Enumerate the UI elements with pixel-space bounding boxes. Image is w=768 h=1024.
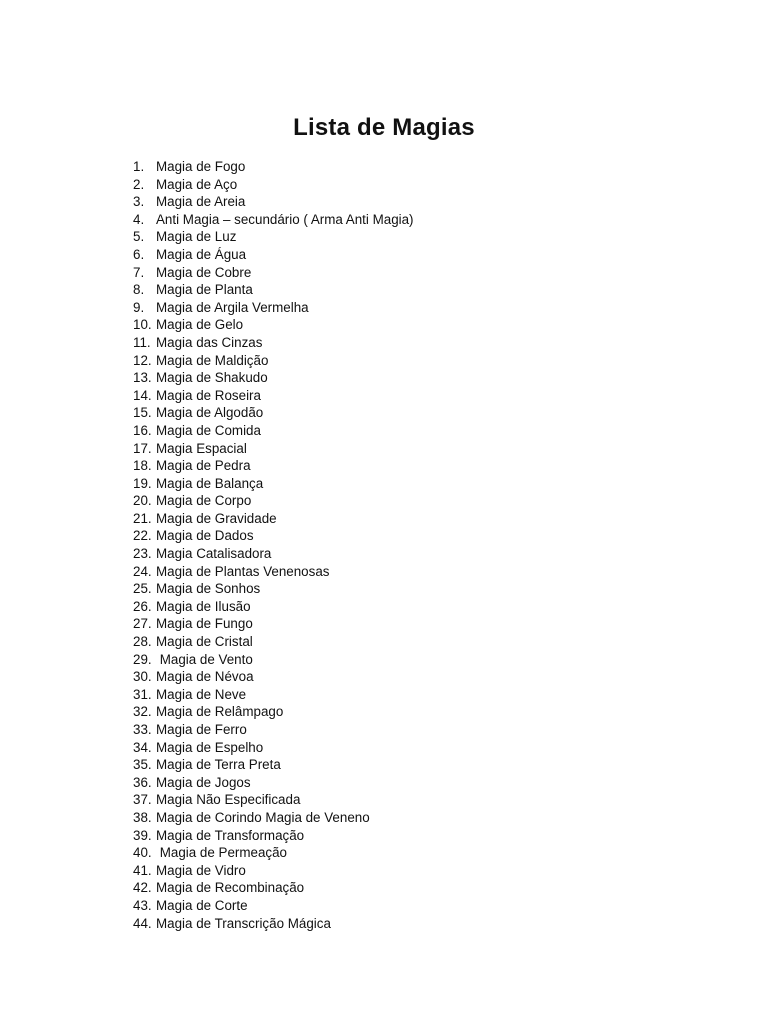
list-item-number: 16. [133, 422, 152, 438]
list-item-number: 6. [133, 246, 145, 262]
list-item-text: Magia de Algodão [156, 405, 264, 421]
list-item-number: 28. [133, 634, 152, 650]
list-item-text: Magia de Fungo [156, 616, 253, 632]
list-item [133, 440, 414, 458]
list-item-text: Magia de Dados [156, 528, 254, 544]
list-item [133, 791, 414, 809]
list-item-number: 11. [133, 334, 151, 350]
list-item-number: 37. [133, 792, 152, 808]
list-item [133, 422, 414, 440]
list-item [133, 686, 414, 704]
list-item [133, 668, 414, 686]
list-item-number: 32. [133, 704, 152, 720]
list-item [133, 862, 414, 880]
list-item-number: 23. [133, 546, 152, 562]
list-item [133, 897, 414, 915]
list-item [133, 264, 414, 282]
list-item-text: Magia de Água [156, 246, 247, 262]
list-item-number: 29. [133, 651, 152, 667]
list-item-text: Magia de Neve [156, 686, 247, 702]
list-item [133, 228, 414, 246]
list-item-text: Magia de Espelho [156, 739, 264, 755]
list-item-number: 7. [133, 264, 145, 280]
list-item-number: 42. [133, 880, 152, 896]
list-item-number: 15. [133, 405, 152, 421]
list-item-text: Magia de Corte [156, 897, 248, 913]
list-item [133, 281, 414, 299]
magic-list [133, 158, 414, 932]
list-item-text: Magia de Argila Vermelha [156, 299, 309, 315]
list-item-number: 20. [133, 493, 152, 509]
list-item-number: 5. [133, 229, 145, 245]
list-item-text: Magia de Corpo [156, 493, 252, 509]
document-title: Lista de Magias [293, 114, 475, 141]
list-item-number: 44. [133, 915, 152, 931]
list-item-number: 25. [133, 581, 152, 597]
list-item-number: 17. [133, 440, 152, 456]
list-item-number: 22. [133, 528, 152, 544]
list-item-text: Magia de Areia [156, 194, 246, 210]
list-item-number: 33. [133, 722, 152, 737]
list-item-text: Magia de Pedra [156, 458, 251, 474]
list-item [133, 527, 414, 545]
list-item [133, 352, 414, 370]
list-item [133, 739, 414, 757]
list-item [133, 158, 414, 176]
list-item-text: Magia de Maldição [156, 352, 269, 368]
list-item-number: 2. [133, 176, 145, 192]
list-item-text: Magia de Terra Preta [156, 757, 281, 773]
list-item-text: Magia Espacial [156, 440, 247, 456]
list-item-number: 35. [133, 757, 152, 773]
list-item-number: 36. [133, 774, 152, 790]
list-item [133, 721, 414, 739]
list-item-number: 13. [133, 370, 152, 386]
list-item [133, 492, 414, 510]
list-item-number: 24. [133, 563, 152, 579]
list-item-number: 18. [133, 458, 152, 474]
list-item [133, 703, 414, 721]
list-item-text: Magia de Gelo [156, 317, 244, 333]
list-item-text: Magia de Névoa [156, 669, 254, 685]
list-item-number: 40. [133, 845, 152, 861]
list-item [133, 176, 414, 194]
list-item-text: Magia de Balança [156, 475, 264, 491]
list-item [133, 510, 414, 528]
list-item-text: Magia Não Especificada [156, 792, 301, 808]
list-item-text: Magia de Shakudo [156, 370, 268, 386]
list-item-number: 12. [133, 352, 152, 368]
list-item [133, 615, 414, 633]
list-item [133, 598, 414, 616]
list-item-number: 4. [133, 211, 145, 227]
list-item [133, 299, 414, 317]
list-item-text: Magia de Cobre [156, 264, 252, 280]
list-item [133, 563, 414, 581]
list-item-number: 38. [133, 809, 152, 825]
list-item [133, 387, 414, 405]
list-item [133, 246, 414, 264]
list-item [133, 844, 414, 862]
list-item-number: 1. [133, 159, 145, 174]
list-item-number: 10. [133, 317, 152, 333]
list-item-number: 19. [133, 475, 152, 491]
list-item [133, 633, 414, 651]
list-item [133, 316, 414, 334]
list-item-text: Magia Catalisadora [156, 546, 272, 562]
list-item-text: Magia de Transformação [156, 827, 305, 843]
list-item-text: Magia de Luz [156, 229, 237, 245]
list-item-number: 3. [133, 194, 145, 210]
list-item [133, 193, 414, 211]
list-item-text: Magia de Planta [156, 282, 253, 298]
list-item [133, 651, 414, 669]
list-item-number: 14. [133, 387, 152, 403]
list-item [133, 879, 414, 897]
list-item-number: 39. [133, 827, 152, 843]
list-item-number: 31. [133, 686, 152, 702]
list-item-text: Magia de Relâmpago [156, 704, 284, 720]
list-item-text: Magia de Permeação [156, 845, 288, 861]
list-item-text: Magia de Corindo Magia de Veneno [156, 809, 370, 825]
list-item-text: Magia de Vidro [156, 862, 246, 878]
list-item [133, 457, 414, 475]
list-item-text: Magia de Roseira [156, 387, 261, 403]
list-item [133, 211, 414, 229]
list-item-text: Magia de Recombinação [156, 880, 305, 896]
list-item-number: 27. [133, 616, 152, 632]
list-item-text: Magia de Ilusão [156, 598, 251, 614]
list-item [133, 809, 414, 827]
list-item [133, 334, 414, 352]
list-item [133, 580, 414, 598]
list-item-number: 9. [133, 299, 145, 315]
list-item [133, 915, 414, 933]
list-item-text: Magia de Gravidade [156, 510, 277, 526]
list-item-number: 41. [133, 862, 152, 878]
list-item-text: Magia das Cinzas [156, 334, 263, 350]
list-item-number: 43. [133, 897, 152, 913]
list-item-text: Magia de Comida [156, 422, 261, 438]
list-item [133, 545, 414, 563]
list-item-number: 8. [133, 282, 145, 298]
list-item-text: Magia de Fogo [156, 159, 246, 174]
list-item-number: 30. [133, 669, 152, 685]
list-item [133, 774, 414, 792]
list-item-text: Magia de Cristal [156, 634, 253, 650]
list-item [133, 827, 414, 845]
list-item-text: Anti Magia – secundário ( Arma Anti Magia) [156, 211, 414, 227]
list-item-text: Magia de Sonhos [156, 581, 261, 597]
list-item [133, 369, 414, 387]
list-item-text: Magia de Aço [156, 176, 238, 192]
list-item-number: 34. [133, 739, 152, 755]
list-item-number: 26. [133, 598, 152, 614]
list-item-text: Magia de Jogos [156, 774, 251, 790]
list-item-number: 21. [133, 510, 152, 526]
list-item [133, 475, 414, 493]
list-item-text: Magia de Transcrição Mágica [156, 915, 331, 931]
list-item [133, 404, 414, 422]
list-item-text: Magia de Plantas Venenosas [156, 563, 330, 579]
list-item [133, 756, 414, 774]
list-item-text: Magia de Ferro [156, 722, 247, 737]
list-item-text: Magia de Vento [156, 651, 253, 667]
